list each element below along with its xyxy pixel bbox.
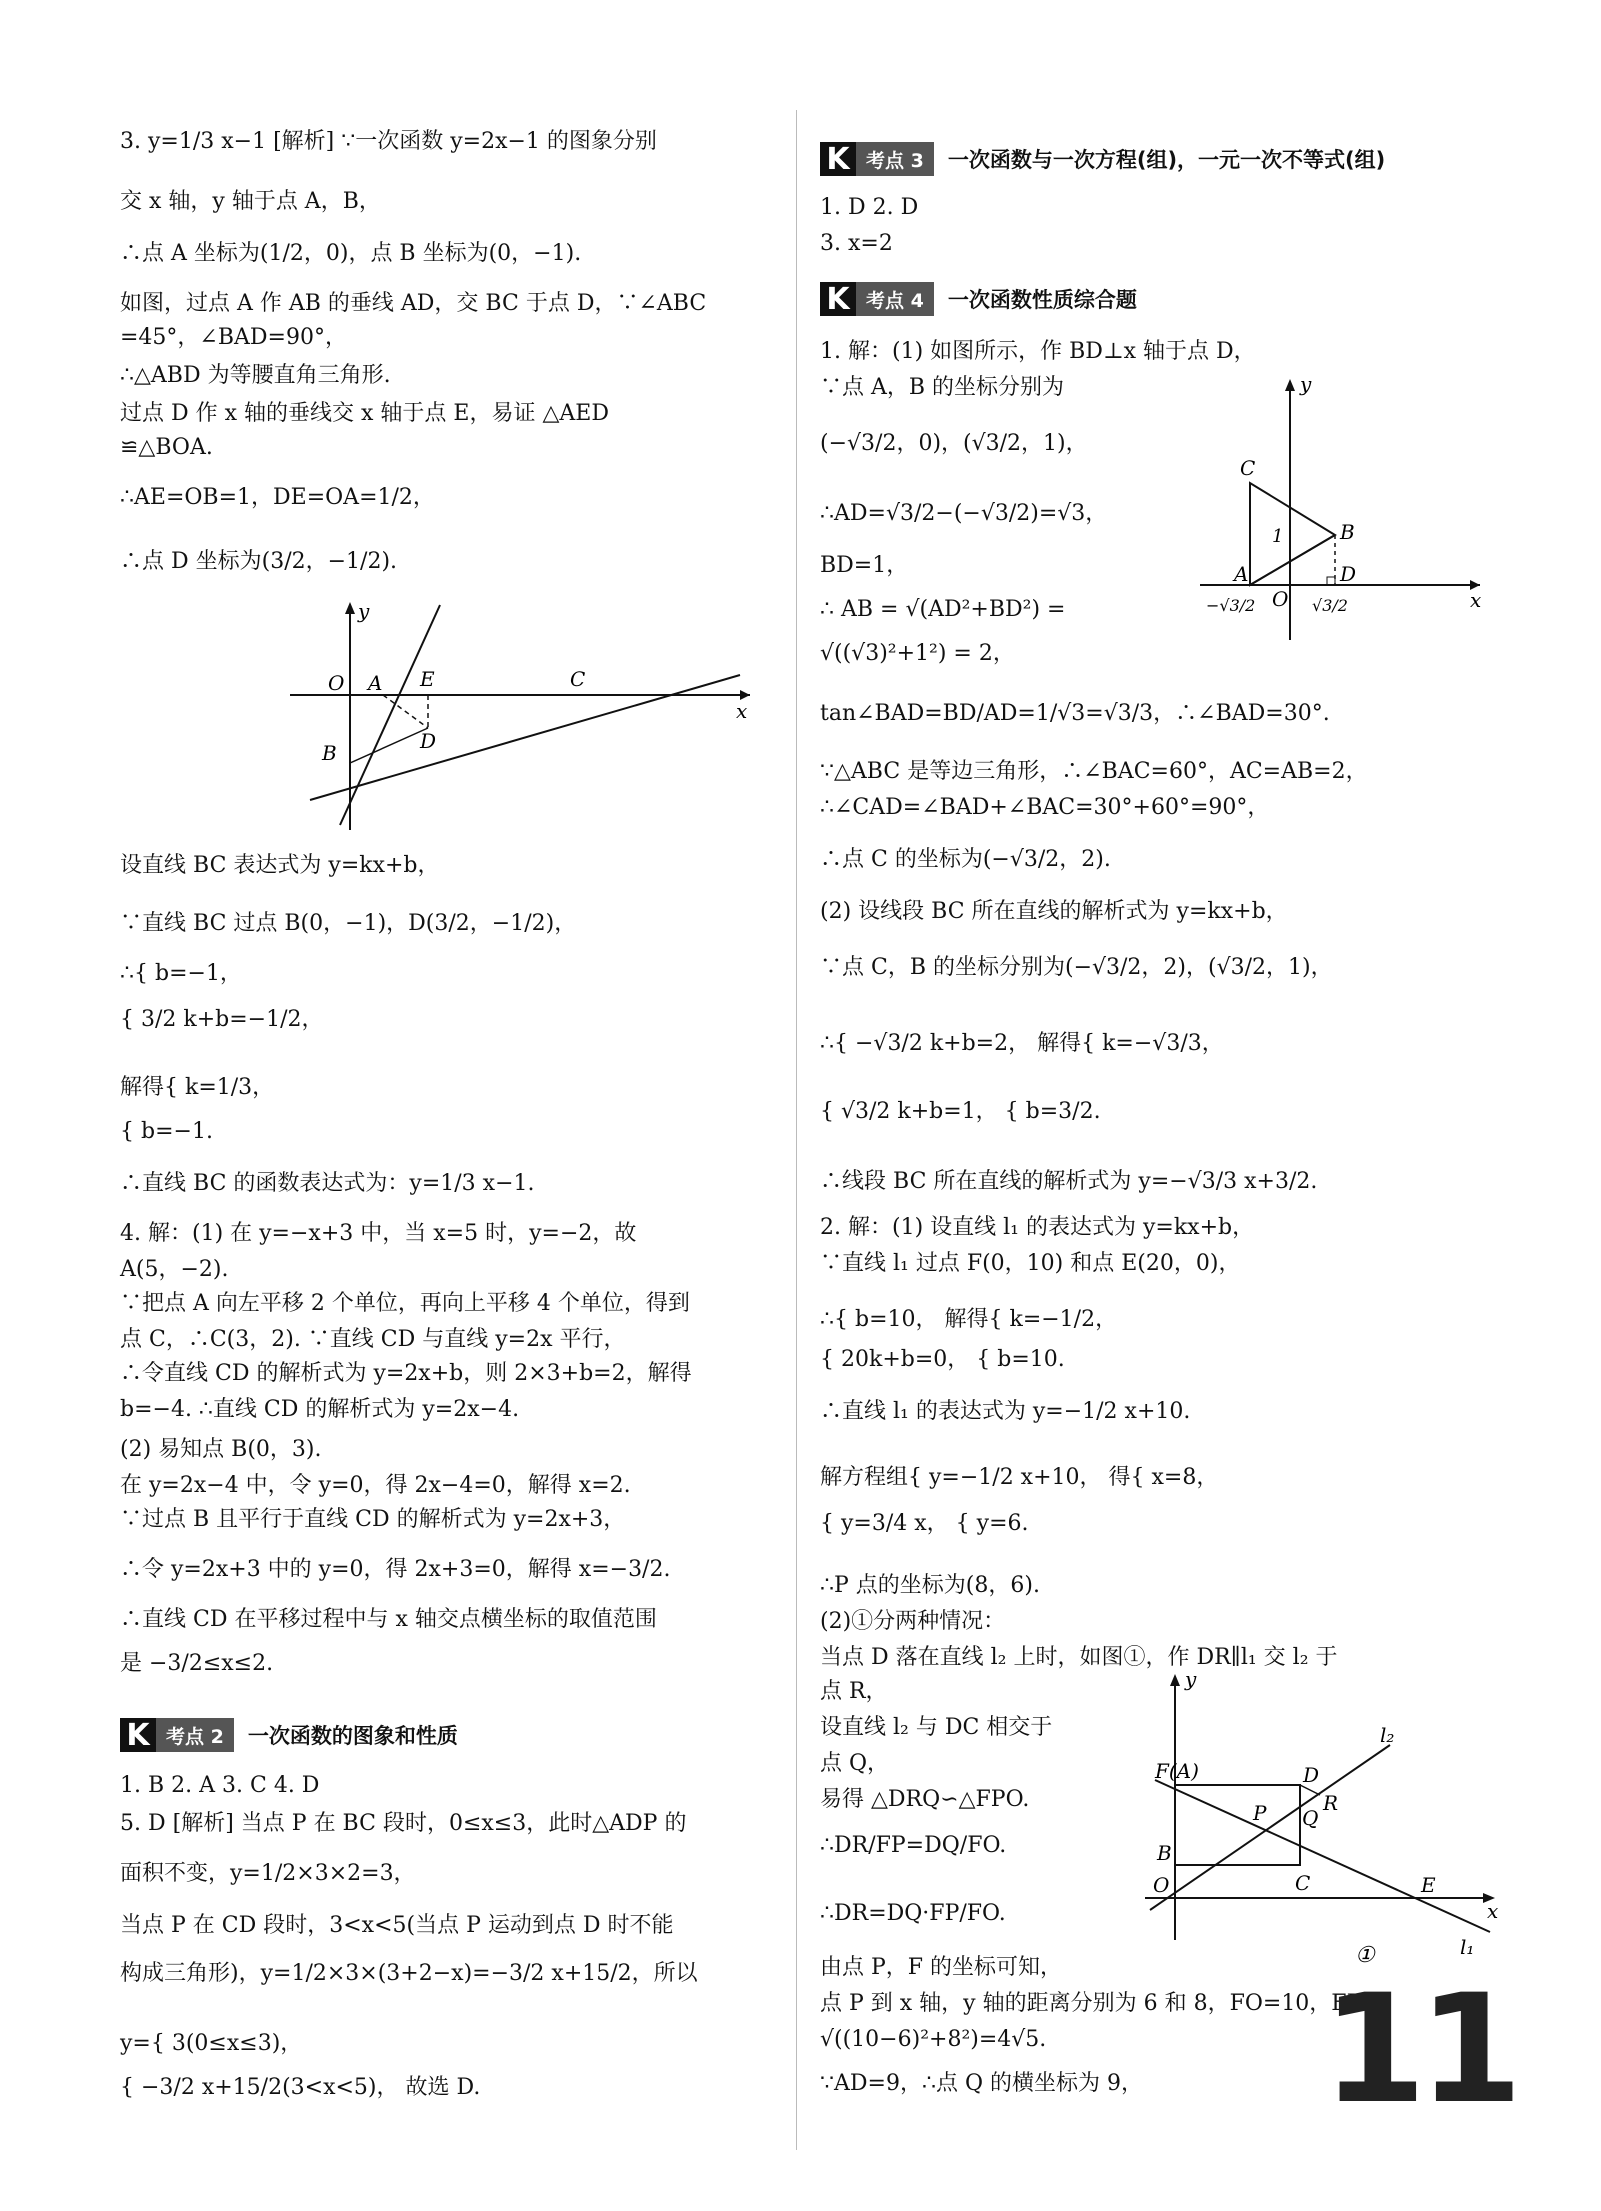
fig-label: l₁ bbox=[1460, 1935, 1475, 1959]
text-line: 面积不变，y=1/2×3×2=3， bbox=[120, 1861, 416, 1886]
fig-label: y bbox=[1185, 1670, 1197, 1691]
text-line: 4. 解：(1) 在 y=−x+3 中，当 x=5 时，y=−2，故 bbox=[120, 1221, 637, 1246]
text-line: 点 Q， bbox=[820, 1751, 890, 1776]
text-line: 解方程组{ y=−1/2 x+10， 得{ x=8， bbox=[820, 1465, 1219, 1490]
text-line: 交 x 轴，y 轴于点 A，B， bbox=[120, 189, 381, 214]
text-line: ∴DR=DQ·FP/FO. bbox=[820, 1901, 1006, 1926]
figure-l1-l2 bbox=[1145, 1670, 1505, 1970]
fig-label: O bbox=[1272, 587, 1289, 611]
text-line: ∴点 A 坐标为(1/2，0)，点 B 坐标为(0，−1). bbox=[120, 241, 582, 266]
text-line: ∴{ b=10， 解得{ k=−1/2， bbox=[820, 1307, 1118, 1332]
fig-label: P bbox=[1253, 1801, 1267, 1825]
section-title: 一次函数与一次方程(组)，一元一次不等式(组) bbox=[947, 148, 1386, 172]
text-line: { y=3/4 x， { y=6. bbox=[820, 1511, 1029, 1536]
fig-label: 1 bbox=[1272, 526, 1284, 547]
section-header-3 bbox=[820, 142, 1385, 176]
fig-label: O bbox=[328, 671, 345, 695]
fig-label: y bbox=[358, 600, 370, 623]
text-line: { 3/2 k+b=−1/2， bbox=[120, 1007, 324, 1032]
text-line: √((√3)²+1²) = 2， bbox=[820, 641, 1015, 666]
text-line: (2) 设线段 BC 所在直线的解析式为 y=kx+b， bbox=[820, 899, 1288, 924]
text-line: ∵AD=9，∴点 Q 的横坐标为 9， bbox=[820, 2071, 1143, 2096]
text-line: ∴AE=OB=1，DE=OA=1/2， bbox=[120, 485, 435, 510]
text-line: 2. 解：(1) 设直线 l₁ 的表达式为 y=kx+b， bbox=[820, 1215, 1255, 1240]
text-line: ∴DR/FP=DQ/FO. bbox=[820, 1833, 1007, 1858]
k-badge: K bbox=[120, 1718, 156, 1752]
section-title: 一次函数的图象和性质 bbox=[247, 1724, 458, 1748]
section-tag: 考点 4 bbox=[856, 282, 934, 316]
fig-label: D bbox=[420, 729, 437, 753]
text-line: 易得 △DRQ∽△FPO. bbox=[820, 1787, 1030, 1812]
text-line: 当点 D 落在直线 l₂ 上时，如图①，作 DR∥l₁ 交 l₂ 于 bbox=[820, 1645, 1338, 1670]
text-line: ∴点 C 的坐标为(−√3/2，2). bbox=[820, 847, 1111, 872]
text-line: 3. x=2 bbox=[820, 231, 893, 256]
section-tag: 考点 3 bbox=[856, 142, 934, 176]
text-line: { √3/2 k+b=1， { b=3/2. bbox=[820, 1099, 1101, 1124]
text-line: ∵点 C，B 的坐标分别为(−√3/2，2)，(√3/2，1)， bbox=[820, 955, 1333, 980]
text-line: ∴令 y=2x+3 中的 y=0，得 2x+3=0，解得 x=−3/2. bbox=[120, 1557, 671, 1582]
fig-caption: ① bbox=[1355, 1943, 1375, 1968]
section-header-2 bbox=[120, 1718, 458, 1752]
fig-label: O bbox=[1153, 1873, 1170, 1897]
section-title: 一次函数性质综合题 bbox=[947, 288, 1137, 312]
fig-label: B bbox=[1157, 1841, 1172, 1865]
text-line: 过点 D 作 x 轴的垂线交 x 轴于点 E，易证 △AED bbox=[120, 401, 609, 426]
fig-label: C bbox=[1295, 1871, 1311, 1895]
text-line: 在 y=2x−4 中，令 y=0，得 2x−4=0，解得 x=2. bbox=[120, 1473, 631, 1498]
fig-label: C bbox=[1240, 456, 1256, 480]
text-line: 构成三角形)，y=1/2×3×(3+2−x)=−3/2 x+15/2，所以 bbox=[120, 1961, 698, 1986]
k-badge: K bbox=[820, 142, 856, 176]
text-line: ∴{ −√3/2 k+b=2， 解得{ k=−√3/3， bbox=[820, 1031, 1224, 1056]
text-line: 解得{ k=1/3， bbox=[120, 1075, 275, 1100]
text-line: { 20k+b=0， { b=10. bbox=[820, 1347, 1065, 1372]
section-header-4 bbox=[820, 282, 1137, 316]
text-line: BD=1， bbox=[820, 553, 909, 578]
text-line: ∵过点 B 且平行于直线 CD 的解析式为 y=2x+3， bbox=[120, 1507, 626, 1532]
text-line: ∵把点 A 向左平移 2 个单位，再向上平移 4 个单位，得到 bbox=[120, 1291, 690, 1316]
text-line: ≌△BOA. bbox=[120, 435, 213, 460]
text-line: =45°，∠BAD=90°， bbox=[120, 325, 347, 350]
text-line: 点 C，∴C(3，2). ∵直线 CD 与直线 y=2x 平行， bbox=[120, 1327, 626, 1352]
text-line: ∵点 A，B 的坐标分别为 bbox=[820, 375, 1065, 400]
text-line: (2)①分两种情况： bbox=[820, 1609, 1006, 1634]
text-line: 如图，过点 A 作 AB 的垂线 AD，交 BC 于点 D，∵∠ABC bbox=[120, 291, 707, 316]
text-line: y={ 3(0≤x≤3)， bbox=[120, 2031, 303, 2056]
column-divider bbox=[796, 110, 797, 2150]
fig-label: R bbox=[1323, 1791, 1339, 1815]
text-line: ∴AD=√3/2−(−√3/2)=√3， bbox=[820, 501, 1108, 526]
text-line: 点 R， bbox=[820, 1679, 888, 1704]
text-line: ∴∠CAD=∠BAD+∠BAC=30°+60°=90°， bbox=[820, 795, 1270, 820]
text-line: tan∠BAD=BD/AD=1/√3=√3/3，∴∠BAD=30°. bbox=[820, 701, 1330, 726]
fig-label: F(A) bbox=[1155, 1759, 1199, 1783]
text-line: ∴直线 l₁ 的表达式为 y=−1/2 x+10. bbox=[820, 1399, 1191, 1424]
text-line: ∵△ABC 是等边三角形，∴∠BAC=60°，AC=AB=2， bbox=[820, 759, 1368, 784]
fig-label: A bbox=[368, 671, 383, 695]
text-line: 设直线 BC 表达式为 y=kx+b， bbox=[120, 853, 440, 878]
text-line: { −3/2 x+15/2(3<x<5)， 故选 D. bbox=[120, 2075, 481, 2100]
text-line: ∵直线 BC 过点 B(0，−1)，D(3/2，−1/2)， bbox=[120, 911, 577, 936]
figure-line-bc bbox=[270, 600, 760, 840]
fig-label: x bbox=[736, 699, 748, 723]
text-line: 3. y=1/3 x−1 [解析] ∵一次函数 y=2x−1 的图象分别 bbox=[120, 129, 657, 154]
text-line: ∴直线 CD 在平移过程中与 x 轴交点横坐标的取值范围 bbox=[120, 1607, 657, 1632]
text-line: ∴△ABD 为等腰直角三角形. bbox=[120, 363, 391, 388]
fig-label: Q bbox=[1302, 1806, 1319, 1830]
text-line: ∵直线 l₁ 过点 F(0，10) 和点 E(20，0)， bbox=[820, 1251, 1241, 1276]
text-line: 是 −3/2≤x≤2. bbox=[120, 1651, 274, 1676]
text-line: ∴线段 BC 所在直线的解析式为 y=−√3/3 x+3/2. bbox=[820, 1169, 1318, 1194]
text-line: ∴P 点的坐标为(8，6). bbox=[820, 1573, 1040, 1598]
fig-label: D bbox=[1340, 562, 1357, 586]
text-line: 1. 解：(1) 如图所示，作 BD⊥x 轴于点 D， bbox=[820, 339, 1256, 364]
fig-label: C bbox=[570, 667, 586, 691]
text-line: ∴点 D 坐标为(3/2，−1/2). bbox=[120, 549, 398, 574]
text-line: ∴直线 BC 的函数表达式为：y=1/3 x−1. bbox=[120, 1171, 535, 1196]
text-line: 当点 P 在 CD 段时，3<x<5(当点 P 运动到点 D 时不能 bbox=[120, 1913, 674, 1938]
section-tag: 考点 2 bbox=[156, 1718, 234, 1752]
fig-label: B bbox=[1340, 520, 1355, 544]
text-line: (2) 易知点 B(0，3). bbox=[120, 1437, 322, 1462]
text-line: ∴令直线 CD 的解析式为 y=2x+b，则 2×3+b=2，解得 bbox=[120, 1361, 692, 1386]
fig-label: √3/2 bbox=[1312, 596, 1348, 615]
text-line: ∴ AB = √(AD²+BD²) = bbox=[820, 597, 1066, 622]
text-line: b=−4. ∴直线 CD 的解析式为 y=2x−4. bbox=[120, 1397, 520, 1422]
text-line: A(5，−2). bbox=[120, 1257, 229, 1282]
fig-label: D bbox=[1303, 1763, 1320, 1787]
text-line: ∴{ b=−1， bbox=[120, 961, 242, 986]
text-line: 5. D [解析] 当点 P 在 BC 段时，0≤x≤3，此时△ADP 的 bbox=[120, 1811, 687, 1836]
fig-label: x bbox=[1487, 1899, 1499, 1923]
figure-triangle bbox=[1190, 375, 1490, 645]
fig-label: y bbox=[1300, 375, 1312, 396]
text-line: 1. B 2. A 3. C 4. D bbox=[120, 1773, 320, 1798]
text-line: { b=−1. bbox=[120, 1119, 213, 1144]
fig-label: E bbox=[420, 667, 435, 691]
fig-label: l₂ bbox=[1380, 1723, 1395, 1747]
fig-label: −√3/2 bbox=[1206, 596, 1256, 615]
text-line: 设直线 l₂ 与 DC 相交于 bbox=[820, 1715, 1053, 1740]
text-line: (−√3/2，0)，(√3/2，1)， bbox=[820, 431, 1088, 456]
text-line: 由点 P，F 的坐标可知， bbox=[820, 1955, 1063, 1980]
text-line: 点 P 到 x 轴，y 轴的距离分别为 6 和 8，FO=10，FP= bbox=[820, 1991, 1380, 2016]
k-badge: K bbox=[820, 282, 856, 316]
text-line: 1. D 2. D bbox=[820, 195, 919, 220]
page-number: 11 bbox=[1322, 1963, 1515, 2137]
fig-label: B bbox=[322, 741, 337, 765]
fig-label: E bbox=[1421, 1873, 1436, 1897]
fig-label: x bbox=[1470, 588, 1482, 612]
fig-label: A bbox=[1234, 562, 1249, 586]
text-line: √((10−6)²+8²)=4√5. bbox=[820, 2027, 1047, 2052]
